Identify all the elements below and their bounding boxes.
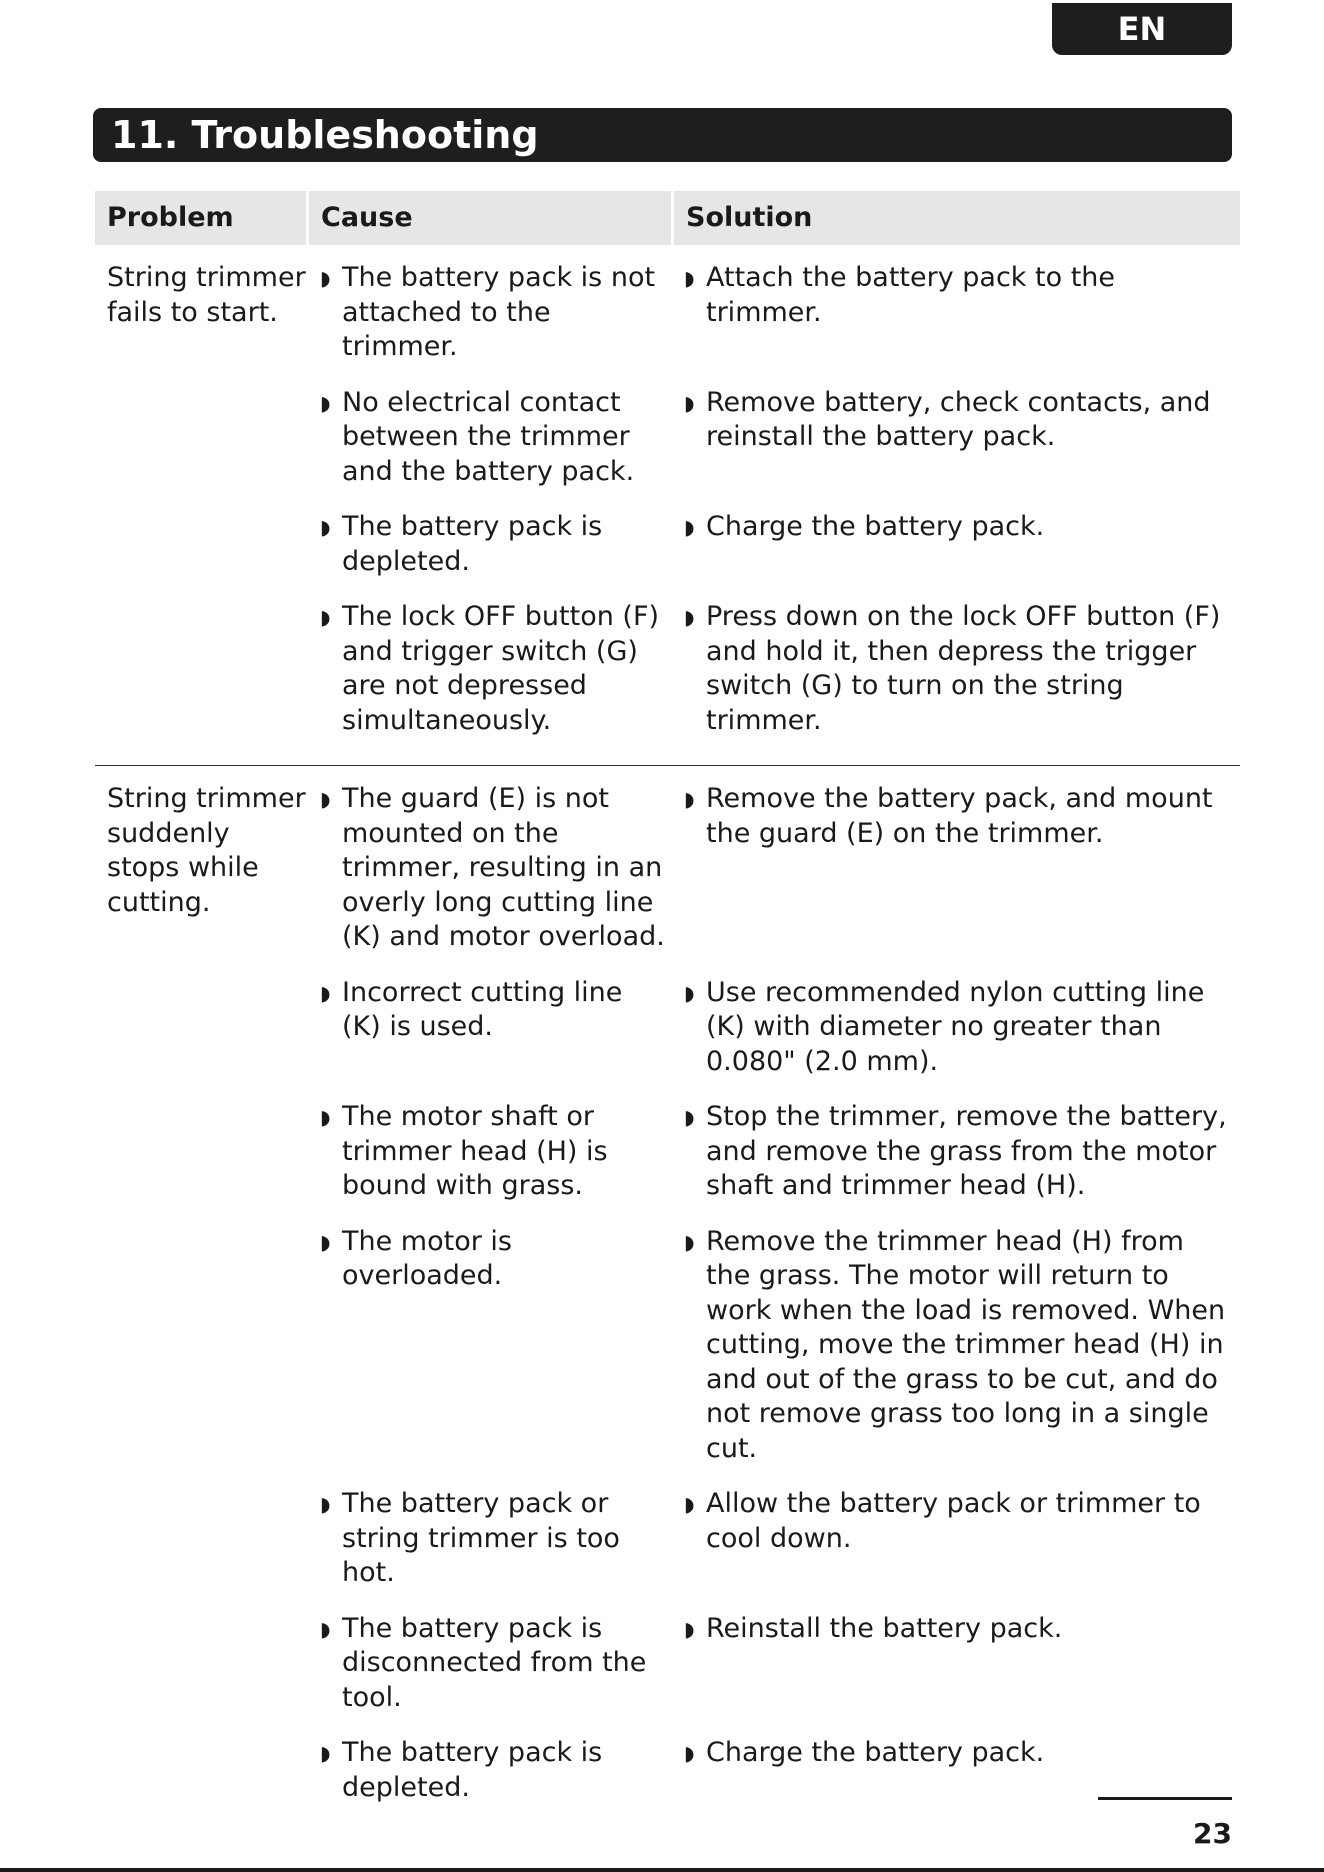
solution-text: Charge the battery pack.	[706, 1737, 1045, 1768]
solution-cell	[674, 1225, 1240, 1467]
solution-cell	[674, 1736, 1240, 1805]
cause-cell	[309, 1487, 674, 1591]
header-problem: Problem	[95, 191, 306, 245]
solution-cell	[674, 510, 1240, 579]
cause-text: The motor is overloaded.	[342, 1225, 512, 1291]
solution-cell	[674, 782, 1240, 955]
table-row	[309, 782, 1240, 955]
table-row	[309, 1487, 1240, 1591]
table-row	[309, 976, 1240, 1080]
solution-text: Charge the battery pack.	[706, 511, 1045, 542]
bullet-icon: ◗	[320, 1741, 331, 1765]
solution-text: Use recommended nylon cutting line (K) with diameter no greater than 0.080" (2.0 mm).	[706, 976, 1205, 1077]
section-title: 11. Troubleshooting	[93, 108, 1232, 162]
solution-text: Allow the battery pack or trimmer to cool down.	[706, 1488, 1201, 1554]
bullet-icon: ◗	[320, 787, 331, 811]
table-body	[95, 245, 1240, 1826]
header-solution: Solution	[674, 191, 1240, 245]
troubleshooting-table	[95, 191, 1240, 1826]
cause-cell	[309, 386, 674, 490]
bullet-icon: ◗	[684, 605, 695, 629]
footer-rule	[1098, 1797, 1232, 1800]
solution-text: Attach the battery pack to the trimmer.	[706, 262, 1116, 328]
bullet-icon: ◗	[320, 980, 331, 1005]
cause-cell	[309, 510, 674, 579]
problem-group	[95, 245, 1240, 766]
solution-cell	[674, 1487, 1240, 1591]
problem-group	[95, 766, 1240, 1826]
cause-text: The guard (E) is not mounted on the trimmer, resulting in an overly long cutting line (K) and motor overload.	[342, 783, 665, 952]
cause-solution-list	[309, 782, 1240, 1826]
cause-cell	[309, 1736, 674, 1805]
cause-text: The battery pack is depleted.	[342, 511, 603, 577]
cause-solution-list	[309, 261, 1240, 759]
solution-text: Press down on the lock OFF button (F) and hold it, then depress the trigger switch (G) to turn on the string trimmer.	[706, 601, 1221, 736]
bullet-icon: ◗	[684, 390, 695, 415]
solution-cell	[674, 976, 1240, 1080]
page-number: 23	[1193, 1817, 1232, 1850]
cause-cell	[309, 261, 674, 365]
table-row	[309, 261, 1240, 365]
table-row	[309, 1612, 1240, 1716]
problem-cell: String trimmer suddenly stops while cutting.	[107, 783, 306, 918]
cause-text: The battery pack is disconnected from the tool.	[342, 1612, 647, 1713]
header-cause: Cause	[309, 191, 671, 245]
solution-text: Stop the trimmer, remove the battery, and remove the grass from the motor shaft and trimmer head (H).	[706, 1101, 1227, 1201]
cause-text: No electrical contact between the trimmer and the battery pack.	[342, 386, 635, 487]
table-row	[309, 600, 1240, 738]
solution-text: Remove the battery pack, and mount the guard (E) on the trimmer.	[706, 783, 1213, 849]
bullet-icon: ◗	[320, 1616, 331, 1641]
bullet-icon: ◗	[320, 1105, 331, 1129]
solution-text: Remove the trimmer head (H) from the grass. The motor will return to work when the load is removed. When cutting, move the trimmer head (H) in and out of the grass to be cut, and do not remove grass too long in a single cut.	[706, 1225, 1226, 1464]
bullet-icon: ◗	[320, 1492, 331, 1516]
table-row	[309, 1736, 1240, 1805]
bullet-icon: ◗	[684, 787, 695, 811]
bullet-icon: ◗	[320, 266, 331, 290]
bullet-icon: ◗	[684, 1105, 695, 1129]
bullet-icon: ◗	[684, 266, 695, 290]
cause-cell	[309, 782, 674, 955]
cause-text: The battery pack or string trimmer is too hot.	[342, 1488, 620, 1588]
solution-cell	[674, 261, 1240, 365]
table-header-row	[95, 191, 1240, 245]
language-tab: EN	[1052, 3, 1232, 55]
bullet-icon: ◗	[684, 1616, 695, 1641]
bullet-icon: ◗	[684, 1741, 695, 1765]
bullet-icon: ◗	[320, 390, 331, 415]
solution-cell	[674, 600, 1240, 738]
solution-cell	[674, 1612, 1240, 1716]
bullet-icon: ◗	[684, 515, 695, 539]
table-row	[309, 1225, 1240, 1467]
solution-text: Reinstall the battery pack.	[706, 1612, 1063, 1644]
cause-cell	[309, 976, 674, 1080]
bullet-icon: ◗	[684, 1492, 695, 1516]
page-bottom-edge	[0, 1868, 1324, 1872]
cause-text: The battery pack is depleted.	[342, 1737, 603, 1803]
cause-text: The motor shaft or trimmer head (H) is bound with grass.	[342, 1101, 608, 1201]
cause-cell	[309, 1100, 674, 1204]
cause-text: The lock OFF button (F) and trigger switch (G) are not depressed simultaneously.	[342, 601, 660, 736]
solution-cell	[674, 386, 1240, 490]
cause-cell	[309, 600, 674, 738]
bullet-icon: ◗	[320, 605, 331, 629]
bullet-icon: ◗	[320, 1229, 331, 1254]
table-row	[309, 386, 1240, 490]
problem-cell: String trimmer fails to start.	[107, 262, 306, 328]
solution-text: Remove battery, check contacts, and reinstall the battery pack.	[706, 386, 1211, 452]
cause-cell	[309, 1612, 674, 1716]
table-row	[309, 1100, 1240, 1204]
solution-cell	[674, 1100, 1240, 1204]
table-row	[309, 510, 1240, 579]
cause-text: The battery pack is not attached to the trimmer.	[342, 262, 656, 362]
bullet-icon: ◗	[684, 1229, 695, 1254]
cause-cell	[309, 1225, 674, 1467]
bullet-icon: ◗	[320, 515, 331, 539]
bullet-icon: ◗	[684, 980, 695, 1005]
cause-text: Incorrect cutting line (K) is used.	[342, 976, 623, 1042]
